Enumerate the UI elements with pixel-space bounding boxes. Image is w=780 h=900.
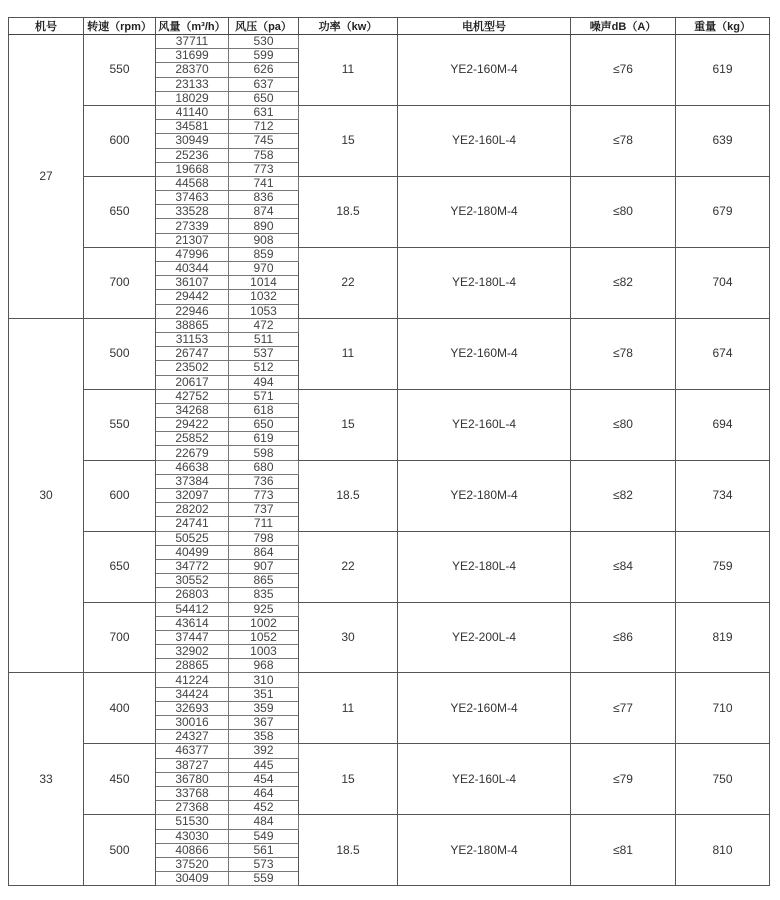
flow-cell: 37447: [156, 630, 229, 644]
header-noise: 噪声dB（A）: [571, 18, 676, 35]
flow-cell: 30552: [156, 574, 229, 588]
pressure-cell: 864: [229, 545, 299, 559]
flow-cell: 33528: [156, 205, 229, 219]
flow-cell: 38865: [156, 318, 229, 332]
weight-cell: 639: [676, 105, 770, 176]
pressure-cell: 571: [229, 389, 299, 403]
flow-cell: 37520: [156, 857, 229, 871]
pressure-cell: 1003: [229, 645, 299, 659]
flow-cell: 37384: [156, 474, 229, 488]
pressure-cell: 454: [229, 772, 299, 786]
motor-cell: YE2-180M-4: [398, 176, 571, 247]
flow-cell: 32902: [156, 645, 229, 659]
power-cell: 15: [299, 105, 398, 176]
speed-cell: 400: [84, 673, 156, 744]
motor-cell: YE2-180M-4: [398, 815, 571, 886]
flow-cell: 46377: [156, 744, 229, 758]
table-row: [9, 318, 770, 332]
pressure-cell: 1014: [229, 276, 299, 290]
flow-cell: 21307: [156, 233, 229, 247]
weight-cell: 619: [676, 35, 770, 106]
pressure-cell: 835: [229, 588, 299, 602]
flow-cell: 28865: [156, 659, 229, 673]
header-motor: 电机型号: [398, 18, 571, 35]
pressure-cell: 358: [229, 730, 299, 744]
speed-cell: 700: [84, 602, 156, 673]
power-cell: 18.5: [299, 460, 398, 531]
flow-cell: 25852: [156, 432, 229, 446]
motor-cell: YE2-180M-4: [398, 460, 571, 531]
table-row: [9, 815, 770, 829]
flow-cell: 32693: [156, 701, 229, 715]
pressure-cell: 773: [229, 489, 299, 503]
pressure-cell: 359: [229, 701, 299, 715]
flow-cell: 29442: [156, 290, 229, 304]
header-speed: 转速（rpm）: [84, 18, 156, 35]
weight-cell: 819: [676, 602, 770, 673]
flow-cell: 42752: [156, 389, 229, 403]
pressure-cell: 472: [229, 318, 299, 332]
flow-cell: 28202: [156, 503, 229, 517]
power-cell: 11: [299, 673, 398, 744]
header-flow: 风量（m³/h）: [156, 18, 229, 35]
flow-cell: 46638: [156, 460, 229, 474]
pressure-cell: 798: [229, 531, 299, 545]
power-cell: 22: [299, 531, 398, 602]
noise-cell: ≤78: [571, 318, 676, 389]
flow-cell: 24327: [156, 730, 229, 744]
flow-cell: 30949: [156, 134, 229, 148]
noise-cell: ≤78: [571, 105, 676, 176]
table-row: [9, 389, 770, 403]
flow-cell: 20617: [156, 375, 229, 389]
table-row: [9, 744, 770, 758]
pressure-cell: 741: [229, 176, 299, 190]
flow-cell: 32097: [156, 489, 229, 503]
pressure-cell: 925: [229, 602, 299, 616]
model-cell: 30: [9, 318, 84, 673]
motor-cell: YE2-180L-4: [398, 247, 571, 318]
motor-cell: YE2-160M-4: [398, 35, 571, 106]
header-power: 功率（kw）: [299, 18, 398, 35]
pressure-cell: 598: [229, 446, 299, 460]
weight-cell: 734: [676, 460, 770, 531]
flow-cell: 25236: [156, 148, 229, 162]
noise-cell: ≤80: [571, 176, 676, 247]
flow-cell: 54412: [156, 602, 229, 616]
pressure-cell: 626: [229, 63, 299, 77]
noise-cell: ≤77: [571, 673, 676, 744]
pressure-cell: 367: [229, 716, 299, 730]
pressure-cell: 631: [229, 105, 299, 119]
flow-cell: 43030: [156, 829, 229, 843]
pressure-cell: 530: [229, 35, 299, 49]
flow-cell: 34581: [156, 120, 229, 134]
flow-cell: 31153: [156, 332, 229, 346]
flow-cell: 43614: [156, 616, 229, 630]
flow-cell: 27368: [156, 801, 229, 815]
pressure-cell: 464: [229, 786, 299, 800]
flow-cell: 27339: [156, 219, 229, 233]
motor-cell: YE2-200L-4: [398, 602, 571, 673]
pressure-cell: 559: [229, 872, 299, 886]
flow-cell: 51530: [156, 815, 229, 829]
pressure-cell: 351: [229, 687, 299, 701]
noise-cell: ≤76: [571, 35, 676, 106]
header-pressure: 风压（pa）: [229, 18, 299, 35]
power-cell: 18.5: [299, 176, 398, 247]
power-cell: 15: [299, 389, 398, 460]
header-row: [9, 18, 770, 35]
pressure-cell: 599: [229, 49, 299, 63]
flow-cell: 23502: [156, 361, 229, 375]
pressure-cell: 680: [229, 460, 299, 474]
table-body: [9, 35, 770, 886]
pressure-cell: 890: [229, 219, 299, 233]
header-model: 机号: [9, 18, 84, 35]
noise-cell: ≤82: [571, 460, 676, 531]
pressure-cell: 537: [229, 347, 299, 361]
pressure-cell: 758: [229, 148, 299, 162]
motor-cell: YE2-160M-4: [398, 318, 571, 389]
pressure-cell: 736: [229, 474, 299, 488]
flow-cell: 36780: [156, 772, 229, 786]
flow-cell: 26747: [156, 347, 229, 361]
flow-cell: 18029: [156, 91, 229, 105]
pressure-cell: 561: [229, 843, 299, 857]
pressure-cell: 650: [229, 418, 299, 432]
pressure-cell: 512: [229, 361, 299, 375]
power-cell: 18.5: [299, 815, 398, 886]
weight-cell: 810: [676, 815, 770, 886]
table-row: [9, 176, 770, 190]
pressure-cell: 650: [229, 91, 299, 105]
pressure-cell: 711: [229, 517, 299, 531]
motor-cell: YE2-180L-4: [398, 531, 571, 602]
flow-cell: 28370: [156, 63, 229, 77]
model-cell: 27: [9, 35, 84, 319]
pressure-cell: 619: [229, 432, 299, 446]
flow-cell: 24741: [156, 517, 229, 531]
speed-cell: 550: [84, 389, 156, 460]
model-cell: 33: [9, 673, 84, 886]
flow-cell: 31699: [156, 49, 229, 63]
flow-cell: 34268: [156, 403, 229, 417]
flow-cell: 41140: [156, 105, 229, 119]
speed-cell: 600: [84, 460, 156, 531]
flow-cell: 33768: [156, 786, 229, 800]
pressure-cell: 392: [229, 744, 299, 758]
noise-cell: ≤79: [571, 744, 676, 815]
pressure-cell: 745: [229, 134, 299, 148]
pressure-cell: 1032: [229, 290, 299, 304]
table-row: [9, 247, 770, 261]
flow-cell: 34424: [156, 687, 229, 701]
weight-cell: 710: [676, 673, 770, 744]
noise-cell: ≤86: [571, 602, 676, 673]
table-row: [9, 673, 770, 687]
power-cell: 11: [299, 35, 398, 106]
power-cell: 30: [299, 602, 398, 673]
fan-spec-table: [8, 17, 770, 886]
pressure-cell: 637: [229, 77, 299, 91]
table-row: [9, 602, 770, 616]
pressure-cell: 573: [229, 857, 299, 871]
pressure-cell: 445: [229, 758, 299, 772]
flow-cell: 23133: [156, 77, 229, 91]
flow-cell: 44568: [156, 176, 229, 190]
motor-cell: YE2-160L-4: [398, 744, 571, 815]
flow-cell: 22679: [156, 446, 229, 460]
pressure-cell: 618: [229, 403, 299, 417]
pressure-cell: 549: [229, 829, 299, 843]
speed-cell: 550: [84, 35, 156, 106]
table-row: [9, 460, 770, 474]
pressure-cell: 908: [229, 233, 299, 247]
flow-cell: 40499: [156, 545, 229, 559]
pressure-cell: 511: [229, 332, 299, 346]
flow-cell: 26803: [156, 588, 229, 602]
flow-cell: 40344: [156, 262, 229, 276]
flow-cell: 30016: [156, 716, 229, 730]
table-row: [9, 35, 770, 49]
table-row: [9, 531, 770, 545]
flow-cell: 50525: [156, 531, 229, 545]
flow-cell: 19668: [156, 162, 229, 176]
pressure-cell: 310: [229, 673, 299, 687]
pressure-cell: 1052: [229, 630, 299, 644]
pressure-cell: 773: [229, 162, 299, 176]
speed-cell: 700: [84, 247, 156, 318]
pressure-cell: 1002: [229, 616, 299, 630]
flow-cell: 40866: [156, 843, 229, 857]
pressure-cell: 452: [229, 801, 299, 815]
pressure-cell: 484: [229, 815, 299, 829]
speed-cell: 500: [84, 318, 156, 389]
flow-cell: 36107: [156, 276, 229, 290]
pressure-cell: 712: [229, 120, 299, 134]
speed-cell: 450: [84, 744, 156, 815]
noise-cell: ≤84: [571, 531, 676, 602]
flow-cell: 22946: [156, 304, 229, 318]
weight-cell: 759: [676, 531, 770, 602]
flow-cell: 37711: [156, 35, 229, 49]
power-cell: 11: [299, 318, 398, 389]
pressure-cell: 874: [229, 205, 299, 219]
flow-cell: 29422: [156, 418, 229, 432]
pressure-cell: 970: [229, 262, 299, 276]
power-cell: 15: [299, 744, 398, 815]
weight-cell: 750: [676, 744, 770, 815]
flow-cell: 38727: [156, 758, 229, 772]
pressure-cell: 836: [229, 191, 299, 205]
motor-cell: YE2-160M-4: [398, 673, 571, 744]
speed-cell: 600: [84, 105, 156, 176]
flow-cell: 47996: [156, 247, 229, 261]
flow-cell: 41224: [156, 673, 229, 687]
table-row: [9, 105, 770, 119]
header-weight: 重量（kg）: [676, 18, 770, 35]
weight-cell: 704: [676, 247, 770, 318]
flow-cell: 30409: [156, 872, 229, 886]
pressure-cell: 968: [229, 659, 299, 673]
power-cell: 22: [299, 247, 398, 318]
noise-cell: ≤80: [571, 389, 676, 460]
speed-cell: 650: [84, 531, 156, 602]
flow-cell: 37463: [156, 191, 229, 205]
motor-cell: YE2-160L-4: [398, 105, 571, 176]
speed-cell: 650: [84, 176, 156, 247]
noise-cell: ≤81: [571, 815, 676, 886]
weight-cell: 679: [676, 176, 770, 247]
flow-cell: 34772: [156, 559, 229, 573]
motor-cell: YE2-160L-4: [398, 389, 571, 460]
noise-cell: ≤82: [571, 247, 676, 318]
pressure-cell: 1053: [229, 304, 299, 318]
pressure-cell: 737: [229, 503, 299, 517]
speed-cell: 500: [84, 815, 156, 886]
pressure-cell: 859: [229, 247, 299, 261]
weight-cell: 694: [676, 389, 770, 460]
pressure-cell: 865: [229, 574, 299, 588]
pressure-cell: 907: [229, 559, 299, 573]
pressure-cell: 494: [229, 375, 299, 389]
weight-cell: 674: [676, 318, 770, 389]
